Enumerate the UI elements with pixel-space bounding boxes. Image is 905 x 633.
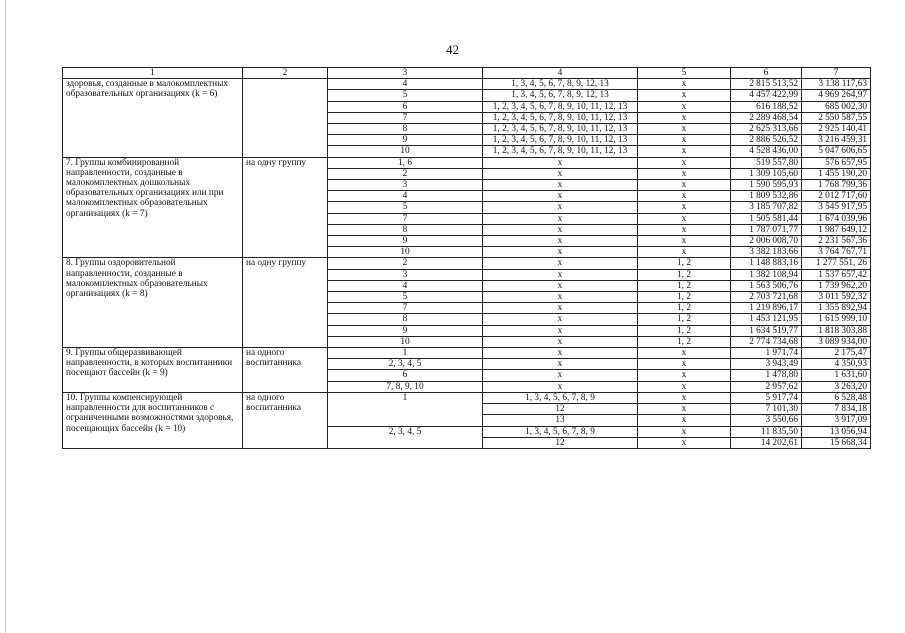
amount-cell: 3 011 592,32 <box>802 292 871 303</box>
amount-cell: 1 987 649,12 <box>802 224 871 235</box>
condition-codes-cell: 1, 2, 3, 4, 5, 6, 7, 8, 9, 10, 11, 12, 13 <box>483 101 638 112</box>
amount-cell: 1 537 657,42 <box>802 269 871 280</box>
amount-cell: 2 774 734,68 <box>731 336 802 347</box>
group-category-label: 9. Группы общеразвивающей направленности, в которых воспитанники посещают бассейн (k = 9) <box>63 348 243 393</box>
condition-codes-cell: x <box>483 370 638 381</box>
amount-cell: 1 631,60 <box>802 370 871 381</box>
header-cell: 1 <box>63 68 243 79</box>
condition-codes-cell: x <box>483 348 638 359</box>
header-cell: 4 <box>483 68 638 79</box>
amount-cell: 1 453 121,95 <box>731 314 802 325</box>
age-group-cell: 2 <box>328 258 483 269</box>
age-group-cell: 7, 8, 9, 10 <box>328 381 483 392</box>
amount-cell: 13 056,94 <box>802 426 871 437</box>
amount-cell: 3 545 917,95 <box>802 202 871 213</box>
group-size-unit: на одну группу <box>243 157 328 258</box>
amount-cell: 1 634 519,77 <box>731 325 802 336</box>
age-group-cell: 7 <box>328 112 483 123</box>
age-group-cell: 5 <box>328 90 483 101</box>
amount-cell: 1 455 190,20 <box>802 168 871 179</box>
age-group-cell: 3 <box>328 180 483 191</box>
amount-cell: 1 309 105,60 <box>731 168 802 179</box>
modifier-codes-cell: x <box>638 224 731 235</box>
group-size-unit: на одного воспитанника <box>243 392 328 448</box>
amount-cell: 1 768 799,36 <box>802 180 871 191</box>
age-group-cell: 9 <box>328 236 483 247</box>
modifier-codes-cell: x <box>638 348 731 359</box>
amount-cell: 3 138 117,63 <box>802 79 871 90</box>
amount-cell: 2 886 526,52 <box>731 135 802 146</box>
condition-codes-cell: x <box>483 157 638 168</box>
modifier-codes-cell: x <box>638 359 731 370</box>
amount-cell: 2 012 717,60 <box>802 191 871 202</box>
modifier-codes-cell: x <box>638 392 731 403</box>
age-group-cell: 10 <box>328 336 483 347</box>
amount-cell: 2 625 313,66 <box>731 124 802 135</box>
condition-codes-cell: 1, 3, 4, 5, 6, 7, 8, 9, 12, 13 <box>483 90 638 101</box>
amount-cell: 5 047 606,65 <box>802 146 871 157</box>
condition-codes-cell: x <box>483 280 638 291</box>
amount-cell: 1 219 896,17 <box>731 303 802 314</box>
amount-cell: 1 971,74 <box>731 348 802 359</box>
condition-codes-cell: x <box>483 292 638 303</box>
amount-cell: 2 231 567,36 <box>802 236 871 247</box>
condition-codes-cell: x <box>483 202 638 213</box>
amount-cell: 7 101,30 <box>731 404 802 415</box>
age-group-cell: 1 <box>328 348 483 359</box>
condition-codes-cell: 1, 3, 4, 5, 6, 7, 8, 9 <box>483 426 638 437</box>
header-cell: 7 <box>802 68 871 79</box>
modifier-codes-cell: x <box>638 415 731 426</box>
condition-codes-cell: x <box>483 336 638 347</box>
header-cell: 6 <box>731 68 802 79</box>
modifier-codes-cell: x <box>638 437 731 448</box>
amount-cell: 2 550 587,55 <box>802 112 871 123</box>
amount-cell: 5 917,74 <box>731 392 802 403</box>
age-group-cell: 5 <box>328 202 483 213</box>
modifier-codes-cell: x <box>638 90 731 101</box>
modifier-codes-cell: x <box>638 370 731 381</box>
table-row <box>63 79 871 90</box>
amount-cell: 2 289 468,54 <box>731 112 802 123</box>
condition-codes-cell: x <box>483 213 638 224</box>
modifier-codes-cell: x <box>638 426 731 437</box>
scan-edge-line <box>5 0 6 633</box>
amount-cell: 2 175,47 <box>802 348 871 359</box>
group-size-unit <box>243 79 328 157</box>
modifier-codes-cell: 1, 2 <box>638 336 731 347</box>
age-group-cell: 4 <box>328 280 483 291</box>
modifier-codes-cell: x <box>638 381 731 392</box>
age-group-cell: 9 <box>328 325 483 336</box>
condition-codes-cell: 1, 2, 3, 4, 5, 6, 7, 8, 9, 10, 11, 12, 13 <box>483 135 638 146</box>
amount-cell: 616 188,52 <box>731 101 802 112</box>
condition-codes-cell: x <box>483 168 638 179</box>
amount-cell: 3 089 934,00 <box>802 336 871 347</box>
modifier-codes-cell: x <box>638 135 731 146</box>
condition-codes-cell: 13 <box>483 415 638 426</box>
header-cell: 3 <box>328 68 483 79</box>
modifier-codes-cell: 1, 2 <box>638 314 731 325</box>
condition-codes-cell: 1, 3, 4, 5, 6, 7, 8, 9, 12, 13 <box>483 79 638 90</box>
amount-cell: 1 382 108,94 <box>731 269 802 280</box>
amount-cell: 1 590 595,93 <box>731 180 802 191</box>
amount-cell: 3 943,49 <box>731 359 802 370</box>
modifier-codes-cell: 1, 2 <box>638 269 731 280</box>
condition-codes-cell: 1, 2, 3, 4, 5, 6, 7, 8, 9, 10, 11, 12, 13 <box>483 146 638 157</box>
modifier-codes-cell: x <box>638 180 731 191</box>
amount-cell: 4 969 264,97 <box>802 90 871 101</box>
amount-cell: 1 615 999,10 <box>802 314 871 325</box>
amount-cell: 4 528 436,00 <box>731 146 802 157</box>
amount-cell: 3 550,66 <box>731 415 802 426</box>
amount-cell: 11 835,50 <box>731 426 802 437</box>
age-group-cell: 2, 3, 4, 5 <box>328 426 483 448</box>
table-row <box>63 348 871 359</box>
group-size-unit: на одного воспитанника <box>243 348 328 393</box>
amount-cell: 7 834,18 <box>802 404 871 415</box>
group-category-label: здоровья, созданные в малокомплектных образовательных организациях (k = 6) <box>63 79 243 157</box>
condition-codes-cell: 12 <box>483 437 638 448</box>
condition-codes-cell: x <box>483 236 638 247</box>
group-size-unit: на одну группу <box>243 258 328 348</box>
amount-cell: 3 263,20 <box>802 381 871 392</box>
tariff-table <box>62 67 871 449</box>
amount-cell: 1 478,80 <box>731 370 802 381</box>
condition-codes-cell: 12 <box>483 404 638 415</box>
amount-cell: 4 350,93 <box>802 359 871 370</box>
age-group-cell: 7 <box>328 303 483 314</box>
age-group-cell: 2, 3, 4, 5 <box>328 359 483 370</box>
age-group-cell: 7 <box>328 213 483 224</box>
modifier-codes-cell: x <box>638 191 731 202</box>
modifier-codes-cell: x <box>638 112 731 123</box>
age-group-cell: 4 <box>328 191 483 202</box>
amount-cell: 6 528,48 <box>802 392 871 403</box>
amount-cell: 2 815 513,52 <box>731 79 802 90</box>
amount-cell: 1 355 892,94 <box>802 303 871 314</box>
amount-cell: 2 925 140,41 <box>802 124 871 135</box>
age-group-cell: 4 <box>328 79 483 90</box>
condition-codes-cell: x <box>483 269 638 280</box>
modifier-codes-cell: x <box>638 247 731 258</box>
condition-codes-cell: x <box>483 224 638 235</box>
table-row <box>63 392 871 403</box>
amount-cell: 14 202,61 <box>731 437 802 448</box>
age-group-cell: 6 <box>328 370 483 381</box>
age-group-cell: 5 <box>328 292 483 303</box>
age-group-cell: 9 <box>328 135 483 146</box>
modifier-codes-cell: x <box>638 404 731 415</box>
amount-cell: 1 148 883,16 <box>731 258 802 269</box>
age-group-cell: 1, 6 <box>328 157 483 168</box>
amount-cell: 519 557,80 <box>731 157 802 168</box>
amount-cell: 2 703 721,68 <box>731 292 802 303</box>
amount-cell: 3 185 707,82 <box>731 202 802 213</box>
condition-codes-cell: 1, 2, 3, 4, 5, 6, 7, 8, 9, 10, 11, 12, 13 <box>483 112 638 123</box>
amount-cell: 3 216 459,31 <box>802 135 871 146</box>
group-category-label: 8. Группы оздоровительной направленности, созданные в малокомплектных образовательных организациях (k = 8) <box>63 258 243 348</box>
amount-cell: 3 917,09 <box>802 415 871 426</box>
modifier-codes-cell: x <box>638 157 731 168</box>
condition-codes-cell: x <box>483 191 638 202</box>
table-header-row <box>63 68 871 79</box>
modifier-codes-cell: x <box>638 213 731 224</box>
amount-cell: 1 787 071,77 <box>731 224 802 235</box>
amount-cell: 2 957,62 <box>731 381 802 392</box>
amount-cell: 685 002,30 <box>802 101 871 112</box>
modifier-codes-cell: x <box>638 101 731 112</box>
amount-cell: 576 657,95 <box>802 157 871 168</box>
header-cell: 2 <box>243 68 328 79</box>
modifier-codes-cell: 1, 2 <box>638 325 731 336</box>
condition-codes-cell: 1, 3, 4, 5, 6, 7, 8, 9 <box>483 392 638 403</box>
amount-cell: 3 382 183,66 <box>731 247 802 258</box>
condition-codes-cell: 1, 2, 3, 4, 5, 6, 7, 8, 9, 10, 11, 12, 13 <box>483 124 638 135</box>
header-cell: 5 <box>638 68 731 79</box>
amount-cell: 1 674 039,96 <box>802 213 871 224</box>
modifier-codes-cell: x <box>638 168 731 179</box>
age-group-cell: 10 <box>328 146 483 157</box>
modifier-codes-cell: x <box>638 124 731 135</box>
age-group-cell: 2 <box>328 168 483 179</box>
age-group-cell: 8 <box>328 224 483 235</box>
age-group-cell: 10 <box>328 247 483 258</box>
age-group-cell: 1 <box>328 392 483 426</box>
amount-cell: 1 809 532,86 <box>731 191 802 202</box>
amount-cell: 2 006 008,70 <box>731 236 802 247</box>
age-group-cell: 8 <box>328 124 483 135</box>
amount-cell: 3 764 767,71 <box>802 247 871 258</box>
table-row <box>63 258 871 269</box>
modifier-codes-cell: x <box>638 236 731 247</box>
modifier-codes-cell: x <box>638 146 731 157</box>
modifier-codes-cell: x <box>638 79 731 90</box>
group-category-label: 10. Группы компенсирующей направленности для воспитанников с ограниченными возможностями здоровья, посещающих бассейн (k = 10) <box>63 392 243 448</box>
page-number: 42 <box>446 42 459 57</box>
condition-codes-cell: x <box>483 180 638 191</box>
amount-cell: 1 818 303,88 <box>802 325 871 336</box>
amount-cell: 15 668,34 <box>802 437 871 448</box>
modifier-codes-cell: 1, 2 <box>638 292 731 303</box>
condition-codes-cell: x <box>483 325 638 336</box>
condition-codes-cell: x <box>483 258 638 269</box>
condition-codes-cell: x <box>483 381 638 392</box>
amount-cell: 4 457 422,99 <box>731 90 802 101</box>
age-group-cell: 3 <box>328 269 483 280</box>
amount-cell: 1 277 551, 26 <box>802 258 871 269</box>
condition-codes-cell: x <box>483 303 638 314</box>
condition-codes-cell: x <box>483 247 638 258</box>
group-category-label: 7. Группы комбинированной направленности, созданные в малокомплектных дошкольных образовательных организациях или при малокомплектных образовательных организациях (k = 7) <box>63 157 243 258</box>
age-group-cell: 8 <box>328 314 483 325</box>
modifier-codes-cell: 1, 2 <box>638 258 731 269</box>
condition-codes-cell: x <box>483 314 638 325</box>
age-group-cell: 6 <box>328 101 483 112</box>
amount-cell: 1 739 962,20 <box>802 280 871 291</box>
amount-cell: 1 505 581,44 <box>731 213 802 224</box>
condition-codes-cell: x <box>483 359 638 370</box>
table-row <box>63 157 871 168</box>
modifier-codes-cell: 1, 2 <box>638 303 731 314</box>
amount-cell: 1 563 506,76 <box>731 280 802 291</box>
modifier-codes-cell: 1, 2 <box>638 280 731 291</box>
modifier-codes-cell: x <box>638 202 731 213</box>
